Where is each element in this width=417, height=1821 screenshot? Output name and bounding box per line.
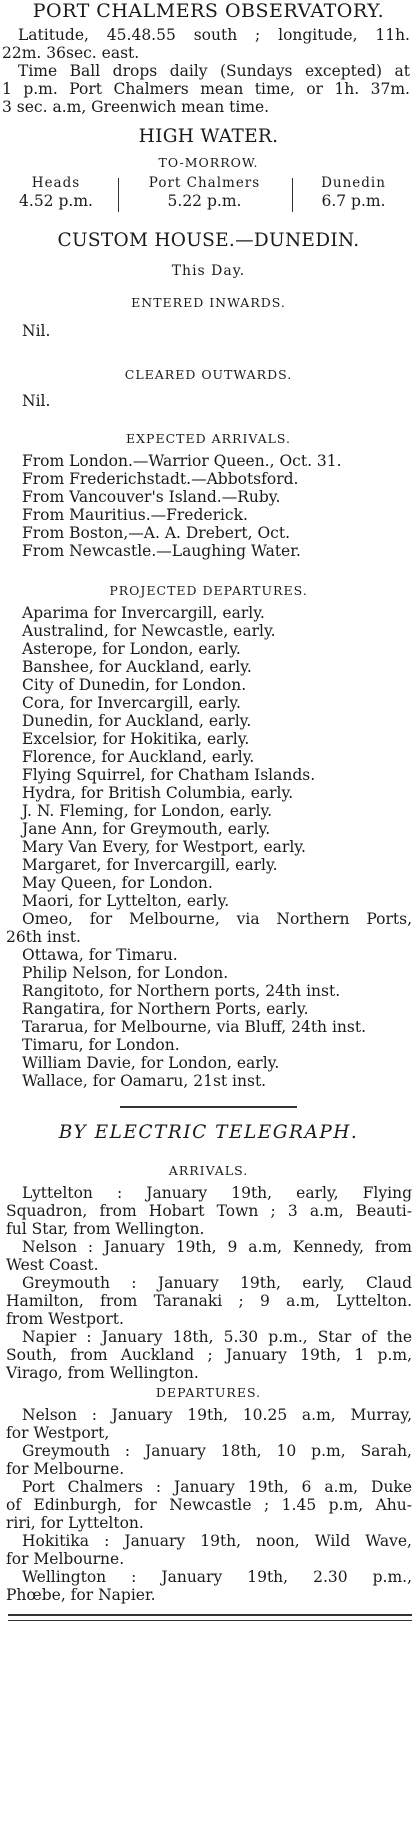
projected-departure-item: Flying Squirrel, for Chatham Islands. <box>22 766 316 784</box>
projected-departure-item: Cora, for Invercargill, early. <box>22 694 241 712</box>
projected-departure-item: Banshee, for Auckland, early. <box>22 658 252 676</box>
entered-inwards-value: Nil. <box>22 322 51 340</box>
cleared-outwards-heading: CLEARED OUTWARDS. <box>124 367 293 382</box>
telegraph-arrival-line: ful Star, from Wellington. <box>6 1220 205 1238</box>
high-water-table <box>0 174 417 214</box>
projected-departure-item: Ottawa, for Timaru. <box>22 946 178 964</box>
projected-departure-item: Philip Nelson, for London. <box>22 964 229 982</box>
expected-arrivals-heading: EXPECTED ARRIVALS. <box>126 431 291 446</box>
telegraph-departure-line: for Melbourne. <box>6 1550 125 1568</box>
bottom-rule <box>8 1614 412 1616</box>
telegraph-arrival-line: West Coast. <box>6 1256 99 1274</box>
projected-departure-item: Mary Van Every, for Westport, early. <box>22 838 306 856</box>
projected-departure-item: Florence, for Auckland, early. <box>22 748 255 766</box>
observatory-title: PORT CHALMERS OBSERVATORY. <box>32 0 385 22</box>
telegraph-departure-line: Wellington : January 19th, 2.30 p.m., <box>22 1568 412 1586</box>
projected-departure-item: Dunedin, for Auckland, early. <box>22 712 252 730</box>
entered-inwards-heading: ENTERED INWARDS. <box>131 295 286 310</box>
expected-arrival-item: From Frederichstadt.—Abbotsford. <box>22 470 299 488</box>
telegraph-departure-line: Port Chalmers : January 19th, 6 a.m, Duke <box>22 1478 412 1496</box>
projected-departure-item: Rangitoto, for Northern ports, 24th inst. <box>22 982 341 1000</box>
expected-arrival-item: From London.—Warrior Queen., Oct. 31. <box>22 452 342 470</box>
telegraph-departure-line: for Melbourne. <box>6 1460 125 1478</box>
column-divider <box>118 178 119 212</box>
projected-departure-item: Asterope, for London, early. <box>22 640 241 658</box>
telegraph-arrival-line: Squadron, from Hobart Town ; 3 a.m, Beauti- <box>6 1202 412 1220</box>
projected-departure-item: J. N. Fleming, for London, early. <box>22 802 273 820</box>
telegraph-departures-heading: DEPARTURES. <box>155 1385 262 1400</box>
high-water-heads: Heads 4.52 p.m. <box>19 175 93 210</box>
observatory-line: Time Ball drops daily (Sundays excepted) at <box>18 62 410 80</box>
telegraph-arrival-line: Greymouth : January 19th, early, Claud <box>22 1274 412 1292</box>
telegraph-arrivals-heading: ARRIVALS. <box>168 1163 249 1178</box>
telegraph-departure-line: Nelson : January 19th, 10.25 a.m, Murray, <box>22 1406 412 1424</box>
projected-departure-item: Hydra, for British Columbia, early. <box>22 784 294 802</box>
high-water-dunedin: Dunedin 6.7 p.m. <box>321 175 386 210</box>
telegraph-departure-line: for Westport, <box>6 1424 110 1442</box>
expected-arrival-item: From Mauritius.—Frederick. <box>22 506 248 524</box>
projected-departure-item: Timaru, for London. <box>22 1036 180 1054</box>
projected-departure-item: Margaret, for Invercargill, early. <box>22 856 278 874</box>
cleared-outwards-value: Nil. <box>22 392 51 410</box>
telegraph-departure-line: Greymouth : January 18th, 10 p.m, Sarah, <box>22 1442 412 1460</box>
column-divider <box>292 178 293 212</box>
telegraph-departure-line: Phœbe, for Napier. <box>6 1586 156 1604</box>
telegraph-title: BY ELECTRIC TELEGRAPH. <box>58 1122 359 1143</box>
telegraph-arrival-line: Virago, from Wellington. <box>6 1364 199 1382</box>
projected-departure-item: Australind, for Newcastle, early. <box>22 622 276 640</box>
projected-departure-item: Tararua, for Melbourne, via Bluff, 24th inst. <box>22 1018 367 1036</box>
telegraph-departure-line: riri, for Lyttelton. <box>6 1514 144 1532</box>
custom-house-title: CUSTOM HOUSE.—DUNEDIN. <box>57 230 360 251</box>
observatory-line: 3 sec. a.m, Greenwich mean time. <box>2 98 270 116</box>
projected-departure-item: May Queen, for London. <box>22 874 213 892</box>
expected-arrival-item: From Newcastle.—Laughing Water. <box>22 542 301 560</box>
high-water-title: HIGH WATER. <box>138 126 279 147</box>
this-day-label: This Day. <box>171 263 246 279</box>
projected-departure-item: Wallace, for Oamaru, 21st inst. <box>22 1072 267 1090</box>
projected-departure-item: Maori, for Lyttelton, early. <box>22 892 230 910</box>
high-water-subtitle: TO-MORROW. <box>158 155 259 170</box>
expected-arrival-item: From Boston,—A. A. Drebert, Oct. <box>22 524 291 542</box>
telegraph-arrival-line: from Westport. <box>6 1310 124 1328</box>
projected-departure-item: Excelsior, for Hokitika, early. <box>22 730 250 748</box>
telegraph-arrival-line: Nelson : January 19th, 9 a.m, Kennedy, from <box>22 1238 412 1256</box>
projected-departure-item: Omeo, for Melbourne, via Northern Ports, <box>22 910 412 928</box>
telegraph-arrival-line: South, from Auckland ; January 19th, 1 p.m, <box>6 1346 412 1364</box>
projected-departure-item: Aparima for Invercargill, early. <box>22 604 265 622</box>
telegraph-arrival-line: Napier : January 18th, 5.30 p.m., Star of the <box>22 1328 412 1346</box>
observatory-line: 1 p.m. Port Chalmers mean time, or 1h. 37m. <box>2 80 410 98</box>
projected-departure-item: Rangatira, for Northern Ports, early. <box>22 1000 309 1018</box>
projected-departure-item: City of Dunedin, for London. <box>22 676 247 694</box>
projected-departure-item: 26th inst. <box>6 928 81 946</box>
telegraph-arrival-line: Lyttelton : January 19th, early, Flying <box>22 1184 412 1202</box>
observatory-line: Latitude, 45.48.55 south ; longitude, 11h. <box>18 26 410 44</box>
telegraph-arrival-line: Hamilton, from Taranaki ; 9 a.m, Lyttelton. <box>6 1292 412 1310</box>
high-water-port-chalmers: Port Chalmers 5.22 p.m. <box>148 175 261 210</box>
telegraph-departure-line: of Edinburgh, for Newcastle ; 1.45 p.m, Ahu- <box>6 1496 412 1514</box>
telegraph-departure-line: Hokitika : January 19th, noon, Wild Wave, <box>22 1532 412 1550</box>
projected-departure-item: William Davie, for London, early. <box>22 1054 280 1072</box>
observatory-line: 22m. 36sec. east. <box>2 44 140 62</box>
section-rule <box>120 1106 297 1108</box>
projected-departure-item: Jane Ann, for Greymouth, early. <box>22 820 271 838</box>
projected-departures-heading: PROJECTED DEPARTURES. <box>109 583 308 598</box>
bottom-rule <box>8 1620 412 1621</box>
expected-arrival-item: From Vancouver's Island.—Ruby. <box>22 488 281 506</box>
